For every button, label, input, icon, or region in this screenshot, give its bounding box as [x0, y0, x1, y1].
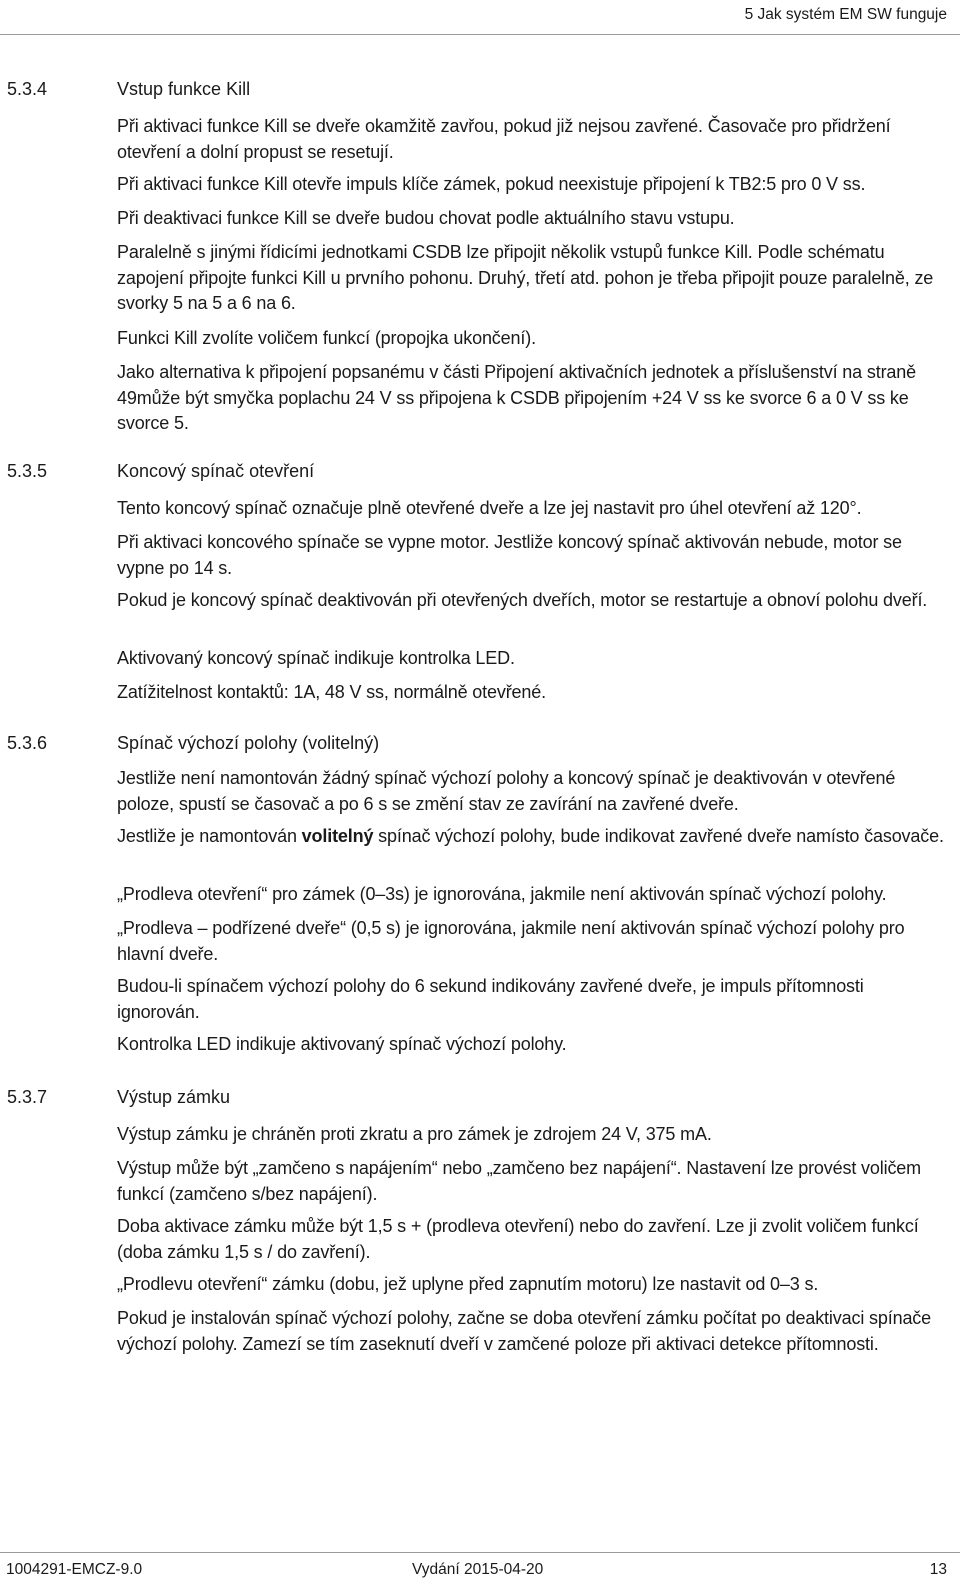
edition-date: Vydání 2015-04-20 — [412, 1561, 544, 1578]
section-title: Spínač výchozí polohy (volitelný) — [117, 733, 380, 753]
header-divider — [0, 34, 960, 35]
section-title: Vstup funkce Kill — [117, 79, 251, 99]
paragraph: Pokud je instalován spínač výchozí polohy, začne se doba otevření zámku počítat po deaktivaci spínače výchozí polohy. Zamezí se tím zaseknutí dveří v zamčené poloze při aktivaci detekce přítomnosti. — [117, 1308, 932, 1354]
paragraph: Paralelně s jinými řídicími jednotkami CSDB lze připojit několik vstupů funkce Kill. Podle schématu zapojení připojte funkci Kill u prvního pohonu. Druhý, třetí atd. pohon je třeba připojit pouze paralelně, ze svorky 5 na 5 a 6 na 6. — [117, 242, 934, 313]
section-title: Výstup zámku — [117, 1087, 231, 1107]
paragraph: Jestliže není namontován žádný spínač výchozí polohy a koncový spínač je deaktivován v otevřené poloze, spustí se časovač a po 6 s se změní stav ze zavírání na zavřené dveře. — [117, 768, 896, 814]
document-number: 1004291-EMCZ-9.0 — [6, 1561, 143, 1578]
section-number: 5.3.4 — [7, 79, 48, 99]
paragraph: Kontrolka LED indikuje aktivovaný spínač výchozí polohy. — [117, 1034, 567, 1054]
paragraph: „Prodleva – podřízené dveře“ (0,5 s) je ignorována, jakmile není aktivován spínač výchozí polohy pro hlavní dveře. — [117, 918, 905, 964]
paragraph: Budou-li spínačem výchozí polohy do 6 sekund indikovány zavřené dveře, je impuls přítomnosti ignorován. — [117, 976, 864, 1022]
footer-divider — [0, 1552, 960, 1553]
running-header: 5 Jak systém EM SW funguje — [744, 6, 947, 23]
paragraph: Při aktivaci funkce Kill otevře impuls klíče zámek, pokud neexistuje připojení k TB2:5 pro 0 V ss. — [117, 174, 866, 194]
paragraph — [117, 824, 950, 850]
paragraph: Při deaktivaci funkce Kill se dveře budou chovat podle aktuálního stavu vstupu. — [117, 208, 735, 228]
section-number: 5.3.7 — [7, 1087, 48, 1107]
paragraph: Výstup zámku je chráněn proti zkratu a pro zámek je zdrojem 24 V, 375 mA. — [117, 1124, 712, 1144]
paragraph: Funkci Kill zvolíte voličem funkcí (propojka ukončení). — [117, 328, 536, 348]
section-number: 5.3.6 — [7, 733, 48, 753]
paragraph: Aktivovaný koncový spínač indikuje kontrolka LED. — [117, 648, 515, 668]
section-number: 5.3.5 — [7, 461, 48, 481]
paragraph-text: spínač výchozí polohy, bude indikovat zavřené dveře namísto časovače. — [373, 826, 944, 846]
paragraph: „Prodleva otevření“ pro zámek (0–3s) je ignorována, jakmile není aktivován spínač výchozí polohy. — [117, 884, 887, 904]
section-title: Koncový spínač otevření — [117, 461, 315, 481]
paragraph: Zatížitelnost kontaktů: 1A, 48 V ss, normálně otevřené. — [117, 682, 546, 702]
paragraph: Při aktivaci funkce Kill se dveře okamžitě zavřou, pokud již nejsou zavřené. Časovače pro přidržení otevření a dolní propust se resetují. — [117, 116, 891, 162]
paragraph: Tento koncový spínač označuje plně otevřené dveře a lze jej nastavit pro úhel otevření až 120°. — [117, 498, 862, 518]
paragraph: Pokud je koncový spínač deaktivován při otevřených dveřích, motor se restartuje a obnoví polohu dveří. — [117, 590, 928, 610]
paragraph: Při aktivaci koncového spínače se vypne motor. Jestliže koncový spínač aktivován nebude, motor se vypne po 14 s. — [117, 532, 902, 578]
page-number: 13 — [929, 1561, 947, 1578]
paragraph: Výstup může být „zamčeno s napájením“ nebo „zamčeno bez napájení“. Nastavení lze provést voličem funkcí (zamčeno s/bez napájení). — [117, 1158, 922, 1204]
paragraph-text: Jestliže je namontován — [117, 826, 302, 846]
paragraph: Jako alternativa k připojení popsanému v části Připojení aktivačních jednotek a příslušenství na straně 49může být smyčka poplachu 24 V ss připojena k CSDB připojením +24 V ss ke svorce 6 a 0 V ss ke svorce 5. — [117, 362, 916, 433]
paragraph: „Prodlevu otevření“ zámku (dobu, jež uplyne před zapnutím motoru) lze nastavit od 0–3 s. — [117, 1274, 819, 1294]
paragraph: Doba aktivace zámku může být 1,5 s + (prodleva otevření) nebo do zavření. Lze ji zvolit voličem funkcí (doba zámku 1,5 s / do zavření). — [117, 1216, 919, 1262]
emphasis-text: volitelný — [301, 826, 374, 846]
